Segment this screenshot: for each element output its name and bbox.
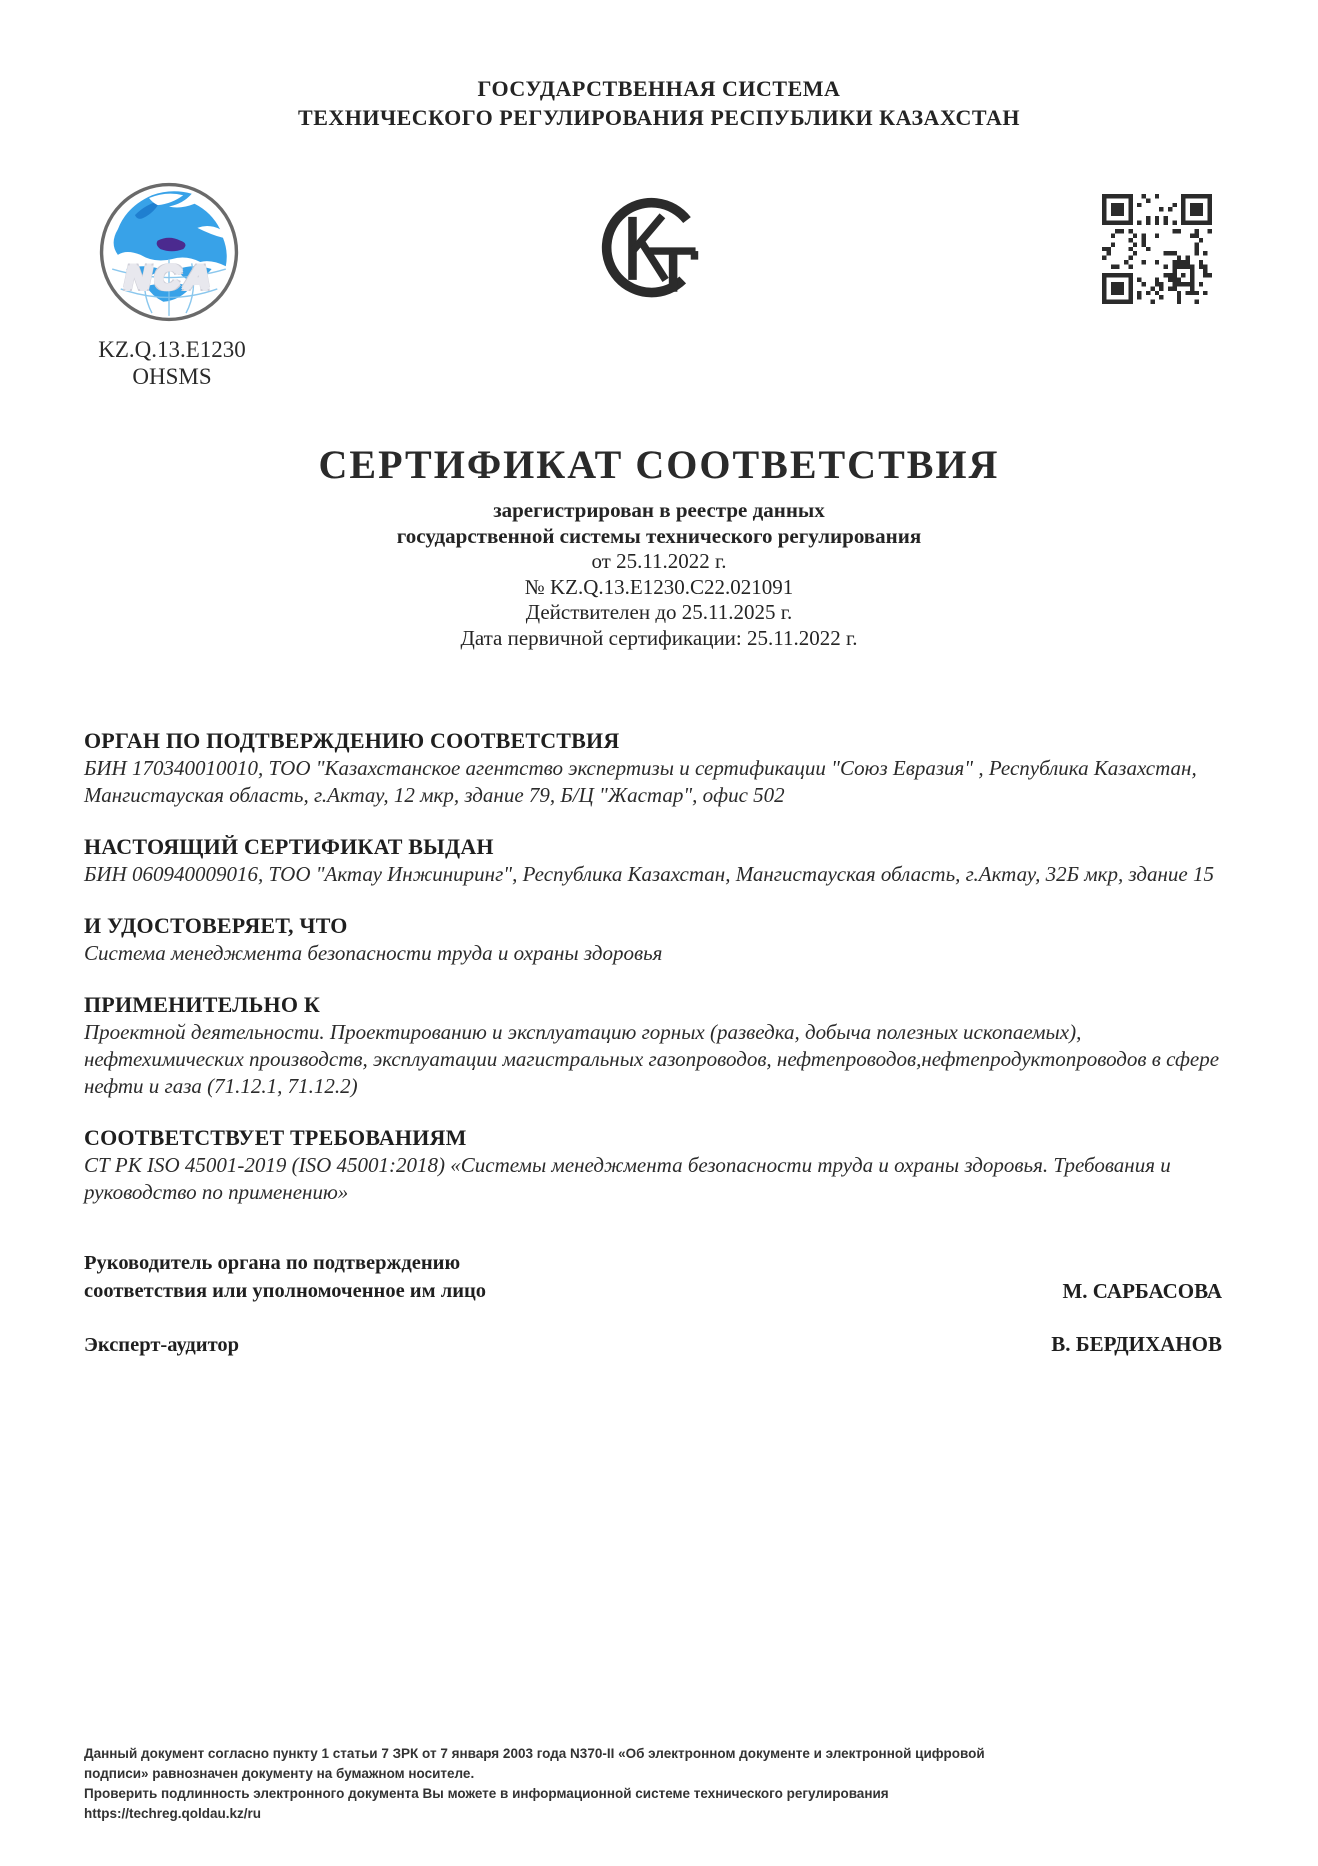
section-scope	[84, 991, 1237, 1100]
section-body: БИН 170340010010, ТОО "Казахстанское агентство экспертизы и сертификации "Союз Евразия" , Республика Казахстан, Мангистауская область, г.Актау, 12 мкр, здание 79, Б/Ц "Жастар", офис 502	[84, 756, 1197, 807]
signature-row-head	[84, 1249, 1222, 1305]
section-body: Система менеджмента безопасности труда и охраны здоровья	[84, 941, 663, 965]
title-block	[0, 441, 1318, 651]
certificate-body	[84, 727, 1237, 1230]
gov-header	[0, 74, 1318, 132]
certificate-title: СЕРТИФИКАТ СООТВЕТСТВИЯ	[318, 442, 1000, 487]
footer-line1: Данный документ согласно пункту 1 статьи 7 ЗРК от 7 января 2003 года N370-II «Об электронном документе и электронной цифровой	[84, 1746, 985, 1761]
registration-line2: государственной системы технического регулирования	[396, 523, 922, 548]
qr-code	[1102, 194, 1212, 304]
accreditation-scheme: OHSMS	[132, 364, 212, 389]
gov-header-line2: ТЕХНИЧЕСКОГО РЕГУЛИРОВАНИЯ РЕСПУБЛИКИ КАЗАХСТАН	[298, 105, 1020, 130]
registration-date: от 25.11.2022 г.	[591, 549, 727, 573]
signature-role-line1: Руководитель органа по подтверждению	[84, 1252, 461, 1274]
signature-name: М. САРБАСОВА	[1062, 1279, 1222, 1303]
nca-logo-label: NCA	[86, 260, 252, 294]
section-heading: ПРИМЕНИТЕЛЬНО К	[84, 992, 320, 1017]
section-body: БИН 060940009016, ТОО "Актау Инжиниринг", Республика Казахстан, Мангистауская область, г.Актау, 32Б мкр, здание 15	[84, 862, 1214, 886]
signature-role: Эксперт-аудитор	[84, 1334, 240, 1356]
certificate-number: № KZ.Q.13.E1230.C22.021091	[524, 574, 794, 599]
valid-until: Действителен до 25.11.2025 г.	[525, 600, 793, 624]
signatures-block	[84, 1249, 1222, 1359]
section-issued-to	[84, 833, 1237, 888]
first-certification-date: Дата первичной сертификации: 25.11.2022 г.	[460, 625, 858, 650]
footer-verification-url: https://techreg.qoldau.kz/ru	[84, 1806, 262, 1821]
section-heading: И УДОСТОВЕРЯЕТ, ЧТО	[84, 913, 348, 938]
section-heading: НАСТОЯЩИЙ СЕРТИФИКАТ ВЫДАН	[84, 834, 494, 859]
accreditation-code-block	[80, 336, 264, 390]
section-certification-body	[84, 727, 1237, 809]
section-heading: СООТВЕТСТВУЕТ ТРЕБОВАНИЯМ	[84, 1125, 467, 1150]
section-certifies-that	[84, 912, 1237, 967]
nca-accreditation-logo	[98, 181, 240, 323]
section-standard	[84, 1124, 1237, 1206]
footer-line2: подписи» равнозначен документу на бумажном носителе.	[84, 1766, 475, 1781]
kt-conformity-mark-icon	[600, 188, 712, 312]
accreditation-code: KZ.Q.13.E1230	[98, 337, 246, 362]
legal-footer	[84, 1744, 1174, 1824]
registration-line1: зарегистрирован в реестре данных	[493, 498, 825, 522]
section-body: Проектной деятельности. Проектированию и эксплуатацию горных (разведка, добыча полезных ископаемых), нефтехимических производств, эксплуатации магистральных газопроводов, нефтепроводов,нефтепродуктопроводов в сфере нефти и газа (71.12.1, 71.12.2)	[84, 1020, 1220, 1098]
globe-icon	[98, 181, 240, 323]
signature-row-auditor	[84, 1330, 1222, 1359]
section-heading: ОРГАН ПО ПОДТВЕРЖДЕНИЮ СООТВЕТСТВИЯ	[84, 728, 620, 753]
signature-role	[84, 1249, 486, 1305]
footer-line3: Проверить подлинность электронного документа Вы можете в информационной системе технического регулирования	[84, 1786, 889, 1801]
signature-role-line2: соответствия или уполномоченное им лицо	[84, 1280, 487, 1302]
signature-name: В. БЕРДИХАНОВ	[1051, 1332, 1222, 1356]
section-body: СТ РК ISO 45001-2019 (ISO 45001:2018) «Системы менеджмента безопасности труда и охраны здоровья. Требования и руководство по применению»	[84, 1153, 1171, 1204]
gov-header-line1: ГОСУДАРСТВЕННАЯ СИСТЕМА	[477, 76, 841, 101]
